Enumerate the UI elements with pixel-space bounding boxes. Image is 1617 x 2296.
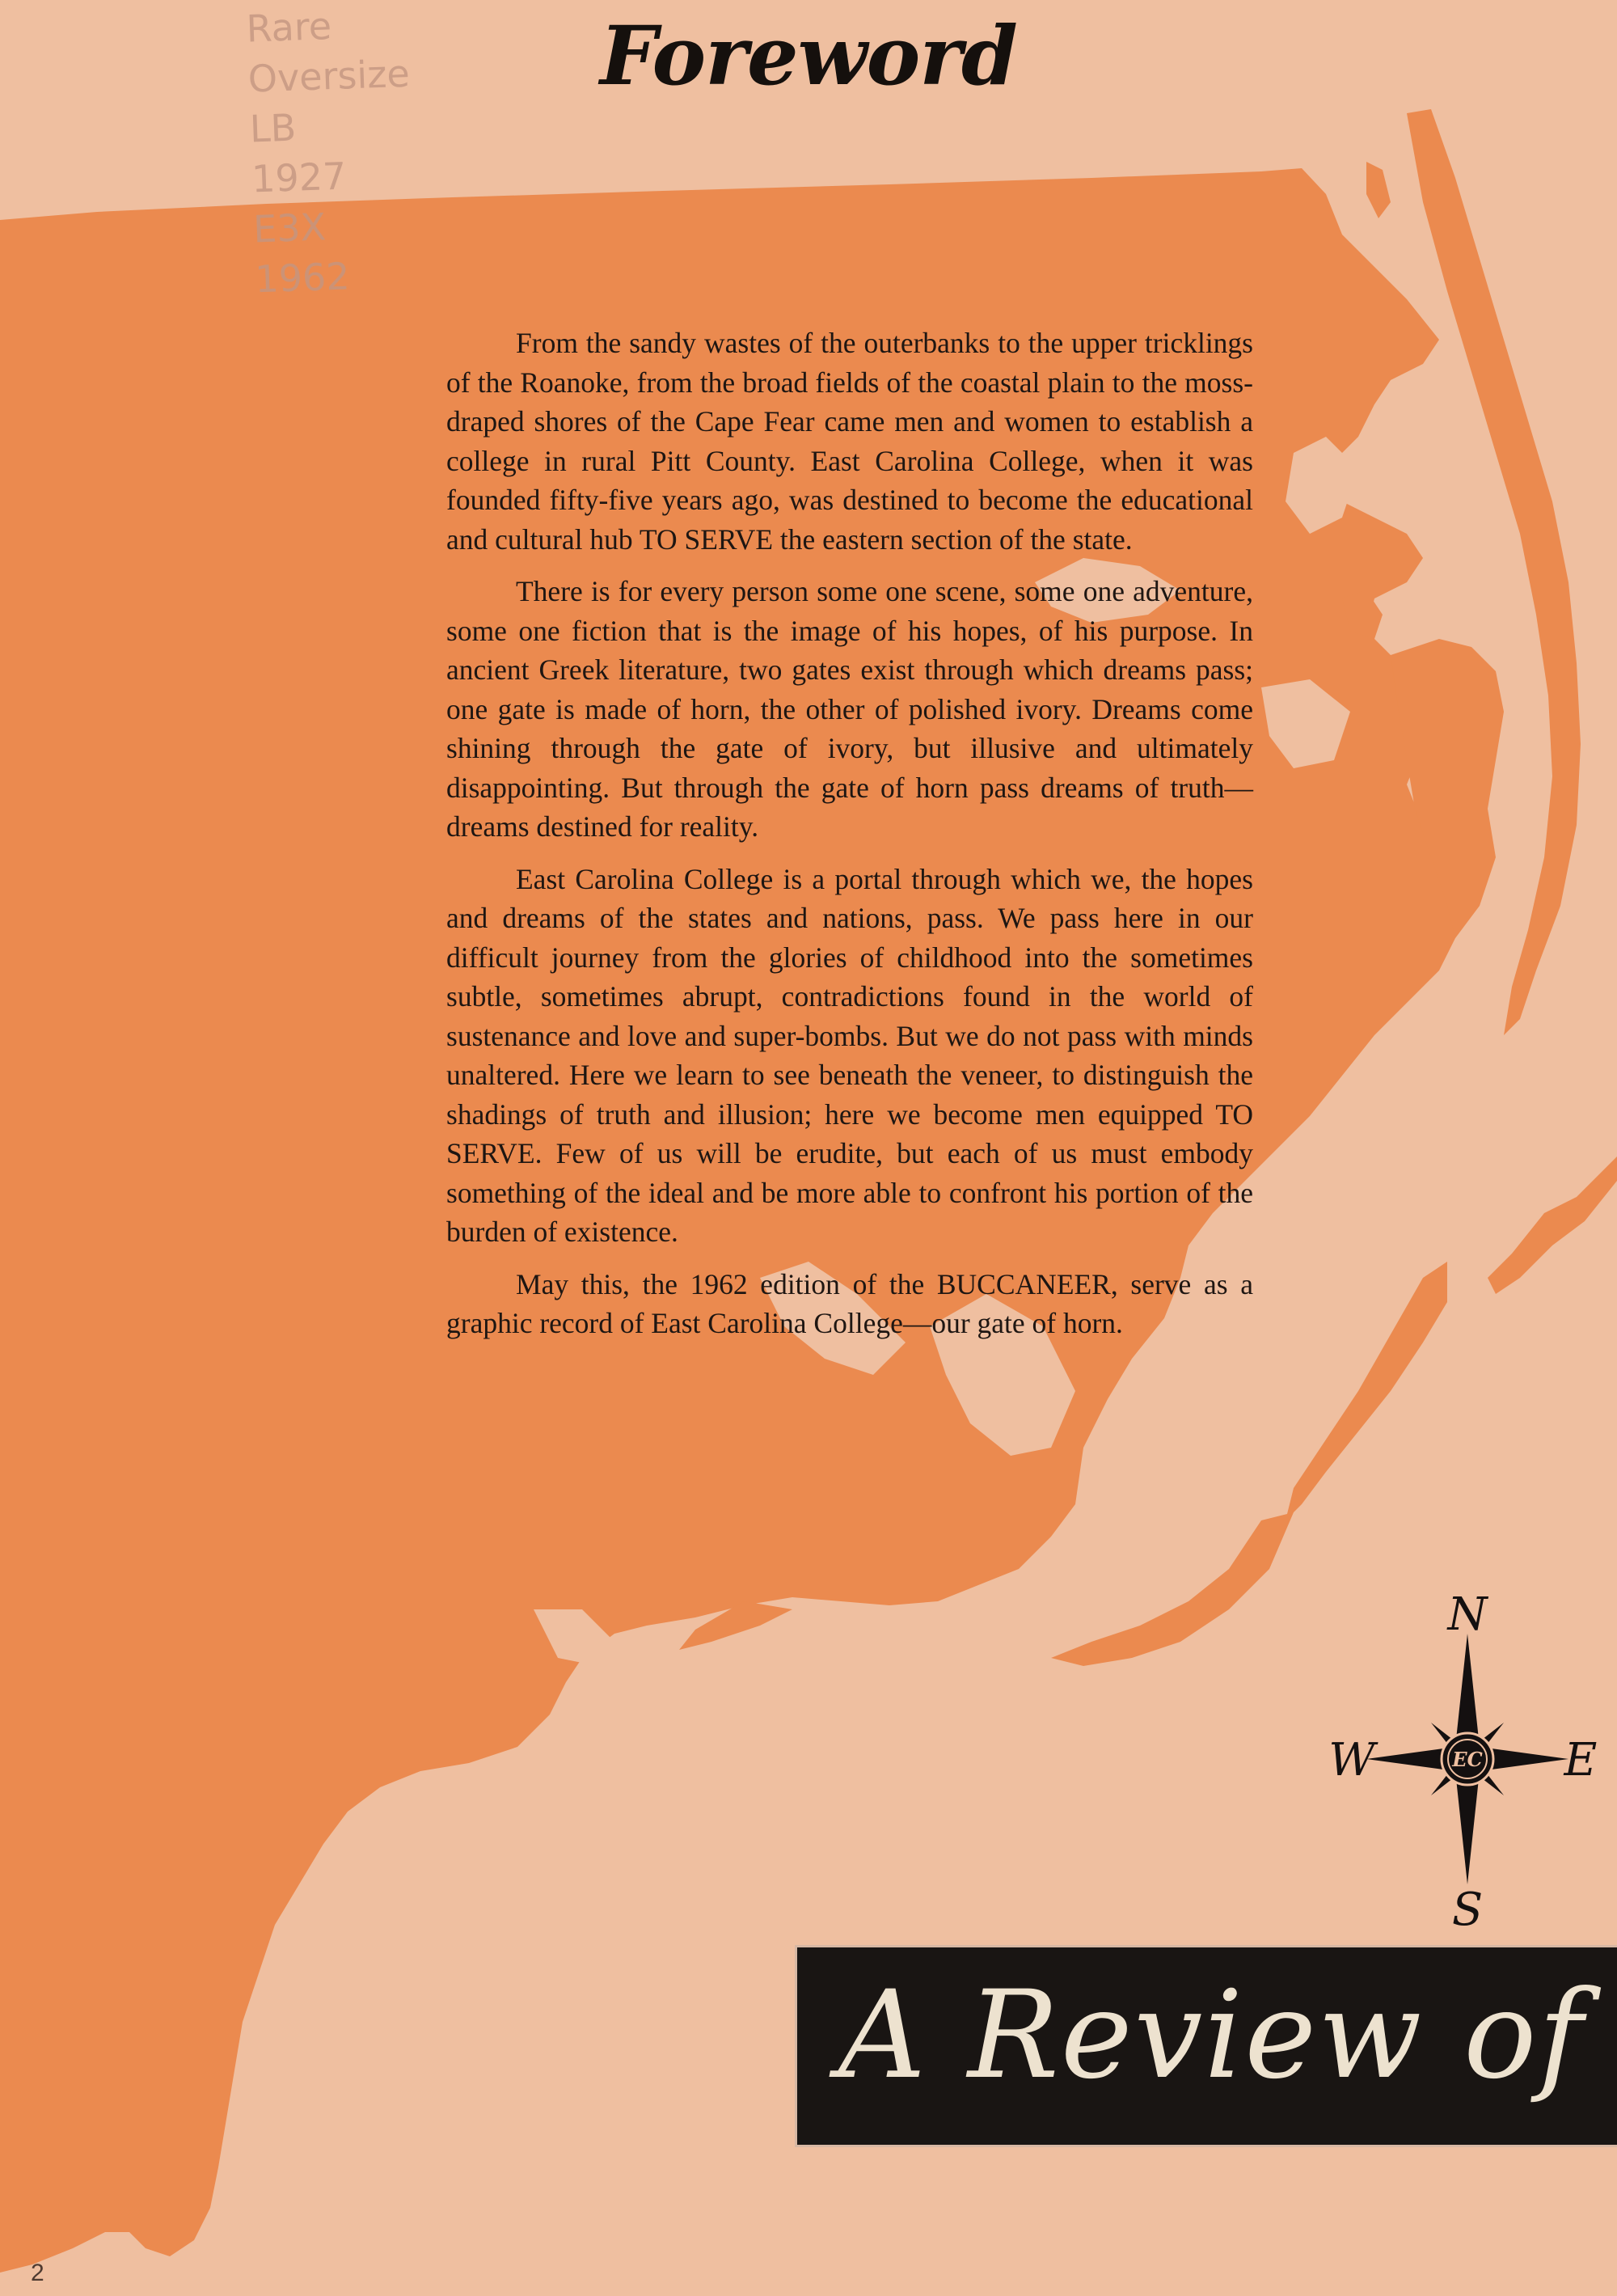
foreword-text xyxy=(446,323,1253,1356)
compass-rose-icon xyxy=(1328,1585,1598,1941)
paragraph: May this, the 1962 edition of the BUCCANEER, serve as a graphic record of East Carolina College—our gate of horn. xyxy=(446,1267,1253,1339)
banner-text: A Review of xyxy=(838,1965,1585,2106)
compass-label-north: N xyxy=(1447,1588,1488,1641)
compass-label-east: E xyxy=(1564,1734,1598,1786)
page-title: Foreword xyxy=(600,8,1017,104)
page-number: 2 xyxy=(31,2260,44,2286)
paragraph: East Carolina College is a portal through which we, the hopes and dreams of the states and nations, pass. We pass here in our difficult journey from the glories of childhood into the sometimes subtle, sometimes abrupt, contradictions found in the world of sustenance and love and super-bombs. But we do not pass with minds unaltered. Here we learn to see beneath the veneer, to distinguish the shadings of truth and illusion; here we become men equipped TO SERVE. Few of us will be erudite, but each of us must embody something of the ideal and be more able to confront his portion of the burden of existence. xyxy=(446,862,1253,1248)
map-barrier-island xyxy=(1051,1512,1294,1666)
map-barrier-island xyxy=(1286,1262,1447,1520)
review-banner xyxy=(795,1945,1617,2147)
call-number-line: E3X xyxy=(252,205,327,252)
map-island xyxy=(1366,162,1391,218)
paragraph: There is for every person some one scene, some one adventure, some one fiction that is the image of his hopes, of his purpose. In ancient Greek literature, two gates exist through which dreams pass; one gate is made of horn, the other of polished ivory. Dreams come shining through the gate of ivory, but illusive and ultimately disappointing. But through the gate of horn pass dreams of truth—dreams destined for reality. xyxy=(446,575,1253,843)
call-number-line: 1927 xyxy=(251,154,348,201)
compass-label-south: S xyxy=(1451,1884,1484,1936)
call-number-line: Rare xyxy=(245,3,332,51)
call-number-line: LB xyxy=(249,105,298,151)
call-number-line: Oversize xyxy=(247,51,411,101)
compass-center-label: EC xyxy=(1452,1748,1483,1771)
paragraph: From the sandy wastes of the outerbanks to the upper tricklings of the Roanoke, from the broad fields of the coastal plain to the moss-draped shores of the Cape Fear came men and women to establish a college in rural Pitt County. East Carolina College, when it was founded fifty-five years ago, was destined to become the educational and cultural hub TO SERVE the eastern section of the state. xyxy=(446,327,1253,556)
map-outer-banks-south xyxy=(1488,1156,1617,1294)
call-number-line: 1962 xyxy=(254,254,351,302)
compass-label-west: W xyxy=(1328,1734,1375,1786)
